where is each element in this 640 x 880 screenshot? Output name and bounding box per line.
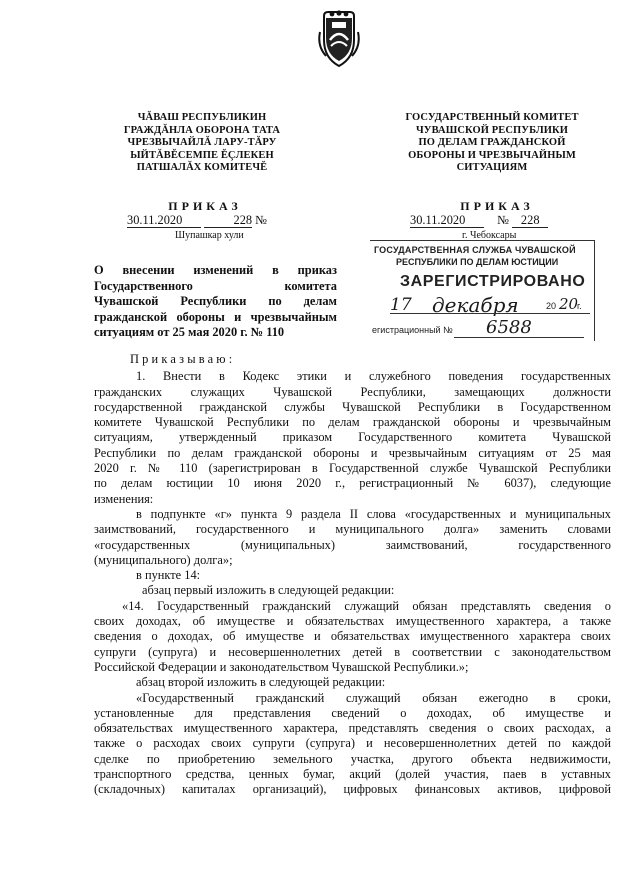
left-number-sign: № <box>255 213 268 227</box>
left-number: 228 <box>204 214 252 228</box>
body-line: заимствований, государственного и муниципального долга» заменить словами <box>94 522 611 537</box>
stamp-reg-number: 6588 <box>486 317 532 338</box>
left-date: 30.11.2020 <box>127 214 201 228</box>
body-line: 1. Внести в Кодекс этики и служебного поведения государственных <box>136 369 611 384</box>
stamp-year-prefix: 20 <box>546 301 557 311</box>
right-header-line: ОБОРОНЫ И ЧРЕЗВЫЧАЙНЫМ <box>408 149 576 161</box>
right-number: 228 <box>512 214 548 228</box>
emblem <box>316 10 362 68</box>
title-line: Государственного комитета <box>94 278 337 293</box>
right-header-line: СИТУАЦИЯМ <box>456 162 528 173</box>
stamp-year-suffix: 20 <box>559 295 579 313</box>
body-line: (муниципального) долга»; <box>94 552 233 567</box>
body-line: изменения: <box>94 491 154 506</box>
title-line: гражданской обороны и чрезвычайным <box>94 309 337 324</box>
title-line: Чувашской Республики по делам <box>94 294 337 308</box>
left-date-line <box>127 213 297 228</box>
left-header-line: ГРАЖДĂНЛА ОБОРОНА ТАТА <box>123 124 281 136</box>
chuvash-emblem-icon <box>316 10 362 68</box>
title-line: О внесении изменений в приказ <box>94 263 337 277</box>
body-line: также о расходах своих супруги (супруга) и несовершеннолетних детей по каждой <box>94 736 611 751</box>
body-line: супруги (супруга) и несовершеннолетних детей в соответствии с законодательством <box>94 644 611 659</box>
body-line: Республики по делам гражданской обороны и чрезвычайным ситуациям от 25 мая <box>94 445 611 460</box>
right-header-line: ГОСУДАРСТВЕННЫЙ КОМИТЕТ <box>405 112 579 123</box>
body-line: сведения о доходах, об имуществе и обязательствах имущественного характера своих <box>94 629 611 644</box>
body-line: Российской Федерации и законодательством Чувашской Республики.»; <box>94 659 469 674</box>
body-line: обязательствах имущественного характера, представлять сведения о своих расходах, а <box>94 721 611 736</box>
document-title <box>94 263 337 341</box>
body-line: по делам юстиции 10 июня 2020 г., регистрационный № 6037), следующие <box>94 476 611 491</box>
right-date: 30.11.2020 <box>410 214 484 228</box>
body-line: государственной гражданской службы Чувашской Республики в Государственном <box>94 399 611 414</box>
body-line: «14. Государственный гражданский служащий обязан представлять сведения о <box>122 598 611 613</box>
left-header-line: ЧĂВАШ РЕСПУБЛИКИН <box>137 112 267 123</box>
stamp-year-unit: г. <box>577 301 582 311</box>
left-header-line: ЫЙТĂВĔСЕМПЕ ĔÇЛЕКЕН <box>130 149 274 161</box>
right-city: г. Чебоксары <box>462 230 517 241</box>
stamp-day: 17 <box>390 295 412 315</box>
left-doc-type: ПРИКАЗ <box>168 199 242 213</box>
body-line: своих доходах, об имуществе и обязательствах имущественного характера, а также <box>94 614 611 629</box>
left-city: Шупашкар хули <box>175 230 244 241</box>
left-header-line: ПАТШАЛĂХ КОМИТЕЧĔ <box>136 162 268 173</box>
body-line: абзац второй изложить в следующей редакции: <box>136 675 386 690</box>
stamp-line-2: РЕСПУБЛИКИ ПО ДЕЛАМ ЮСТИЦИИ <box>396 257 559 267</box>
body-line: в подпункте «г» пункта 9 раздела II слова «государственных и муниципальных <box>136 506 611 521</box>
body-line: «Государственный гражданский служащий обязан ежегодно в сроки, <box>136 690 611 705</box>
stamp-registered: ЗАРЕГИСТРИРОВАНО <box>400 273 586 290</box>
right-header-line: ЧУВАШСКОЙ РЕСПУБЛИКИ <box>415 124 569 136</box>
body-line: комитете Чувашской Республики по делам гражданской обороны и чрезвычайным <box>94 415 611 430</box>
left-header-line: ЧРЕЗВЫЧАЙЛĂ ЛАРУ-ТĂРУ <box>127 137 277 148</box>
body-line: ситуациям, утвержденный приказом Государственного комитета Чувашской <box>94 430 611 445</box>
right-number-sign: № <box>497 213 510 227</box>
body-line: (складочных) капиталах организаций), цифровых финансовых активов, цифровой <box>94 782 611 797</box>
body-line: транспортного средства, ценных бумаг, акций (долей участия, паев в уставных <box>94 767 611 782</box>
stamp-reg-line <box>370 317 590 339</box>
body-line: «государственных (муниципальных) заимствований, государственного <box>94 537 611 552</box>
order-verb: Приказываю: <box>130 352 236 366</box>
right-doc-type: ПРИКАЗ <box>460 199 534 213</box>
body-line: сделке по приобретению земельного участка, другого объекта недвижимости, <box>94 751 611 766</box>
right-date-line <box>410 213 600 228</box>
registration-stamp <box>370 240 595 341</box>
document-body <box>94 352 611 798</box>
body-line: абзац первый изложить в следующей редакции: <box>142 583 395 598</box>
body-line: установленные для представления сведений о доходах, об имуществе и <box>94 705 611 720</box>
body-line: гражданских служащих Чувашской Республики, замещающих должности <box>94 384 611 399</box>
stamp-month: декабря <box>432 293 519 317</box>
left-header <box>88 112 316 175</box>
right-header-line: ПО ДЕЛАМ ГРАЖДАНСКОЙ <box>418 137 566 148</box>
stamp-date-line <box>390 295 590 315</box>
right-header <box>382 112 602 175</box>
stamp-reg-label: егистрационный № <box>372 325 453 335</box>
stamp-line-1: ГОСУДАРСТВЕННАЯ СЛУЖБА ЧУВАШСКОЙ <box>374 245 576 255</box>
title-line: ситуациям от 25 мая 2020 г. № 110 <box>94 325 285 339</box>
body-line: 2020 г. № 110 (зарегистрирован в Государственной службе Чувашской Республики <box>94 461 611 476</box>
body-line: в пункте 14: <box>136 568 201 583</box>
